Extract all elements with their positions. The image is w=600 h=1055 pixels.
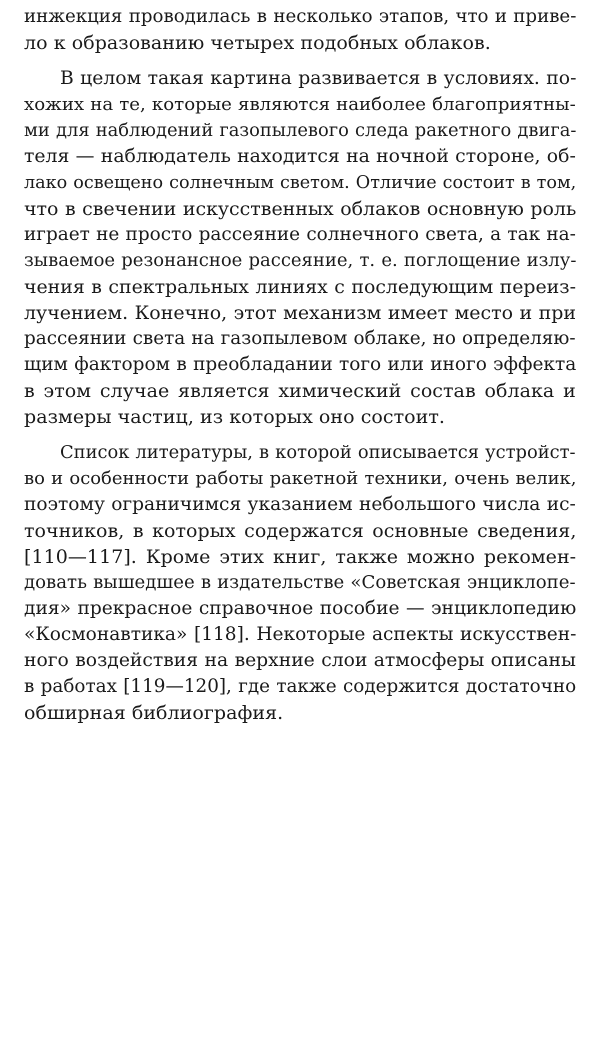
text-line: в работах [119—120], где также содержится достаточно <box>24 676 576 697</box>
text-line: лако освещено солнечным светом. Отличие состоит в том, <box>24 173 576 193</box>
text-line: зываемое резонансное рассеяние, т. е. поглощение излу- <box>24 250 576 271</box>
text-line: обширная библиография. <box>24 702 284 724</box>
text-line: играет не просто рассеяние солнечного света, а так на- <box>24 224 576 245</box>
text-line: ми для наблюдений газопылевого следа ракетного двига- <box>24 120 576 141</box>
text-line: Список литературы, в которой описывается устройст- <box>60 442 576 463</box>
text-line: инжекция проводилась в несколько этапов, что и приве- <box>24 6 576 27</box>
text-line: чения в спектральных линиях с последующим переиз- <box>24 276 576 298</box>
text-line: «Космонавтика» [118]. Некоторые аспекты искусствен- <box>24 624 576 645</box>
text-line: дия» прекрасное справочное пособие — энциклопедию <box>24 598 576 619</box>
text-line: теля — наблюдатель находится на ночной стороне, об- <box>24 146 576 167</box>
text-line: [110—117]. Кроме этих книг, также можно рекомен- <box>24 546 576 568</box>
text-line: что в свечении искусственных облаков основную роль <box>24 198 576 220</box>
text-line: в этом случае является химический состав облака и <box>24 380 576 402</box>
text-line: во и особенности работы ракетной техники, очень велик, <box>24 468 576 489</box>
text-line: довать вышедшее в издательстве «Советская энциклопе- <box>24 572 576 593</box>
text-line: размеры частиц, из которых оно состоит. <box>24 406 445 428</box>
text-line: щим фактором в преобладании того или иного эффекта <box>24 354 576 375</box>
text-line: хожих на те, которые являются наиболее благоприятны- <box>24 94 576 115</box>
text-line: ло к образованию четырех подобных облаков. <box>24 32 491 54</box>
text-line: поэтому ограничимся указанием небольшого числа ис- <box>24 494 576 515</box>
text-line: ного воздействия на верхние слои атмосферы описаны <box>24 650 576 671</box>
text-line: рассеянии света на газопылевом облаке, но определяю- <box>24 328 576 349</box>
text-line: точников, в которых содержатся основные сведения, <box>24 520 576 542</box>
text-line: В целом такая картина развивается в условиях. по- <box>60 68 576 89</box>
text-line: лучением. Конечно, этот механизм имеет место и при <box>24 302 576 324</box>
